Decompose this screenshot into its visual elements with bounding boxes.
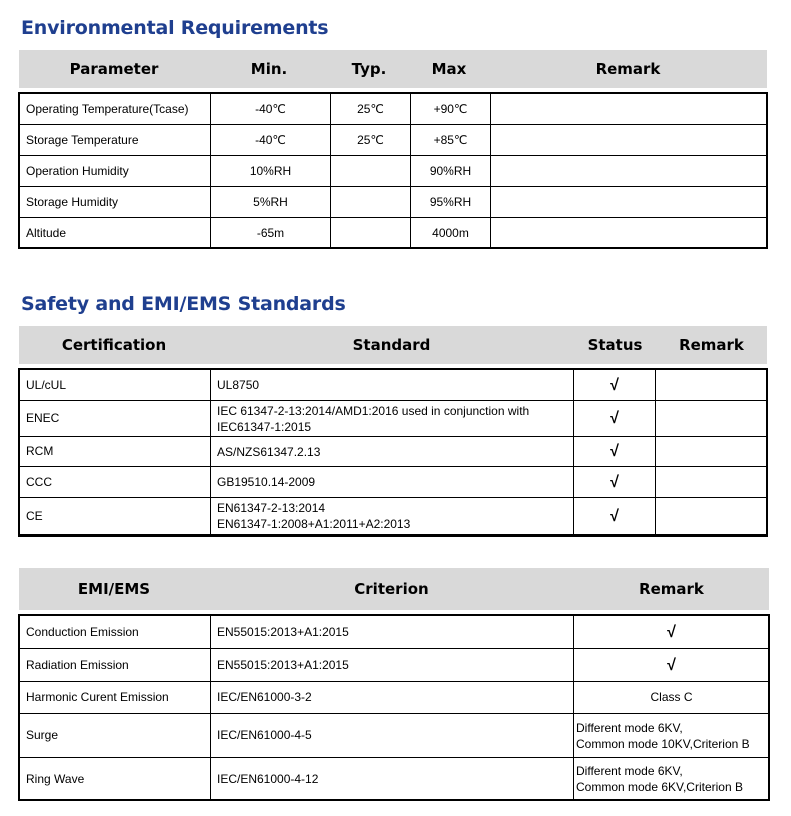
standard-line: EN61347-1:2008+A1:2011+A2:2013 <box>217 517 411 531</box>
table-row <box>20 649 770 682</box>
table-row <box>20 187 768 218</box>
certification-cell: CE <box>20 498 211 535</box>
environmental-title: Environmental Requirements <box>21 17 329 39</box>
emi-item-cell: Conduction Emission <box>20 616 211 649</box>
parameter-cell: Operation Humidity <box>20 156 211 187</box>
emi-header <box>19 568 769 610</box>
certification-cell: ENEC <box>20 401 211 437</box>
parameter-cell: Storage Humidity <box>20 187 211 218</box>
emi-item-cell: Harmonic Curent Emission <box>20 682 211 714</box>
remark-cell <box>574 649 770 682</box>
criterion-cell: IEC/EN61000-4-12 <box>211 758 574 801</box>
emi-item-cell: Surge <box>20 714 211 758</box>
parameter-cell: Storage Temperature <box>20 125 211 156</box>
standard-line: EN61347-2-13:2014 <box>217 501 326 515</box>
emi-item-cell: Radiation Emission <box>20 649 211 682</box>
remark-cell <box>656 467 768 498</box>
safety-header <box>19 326 767 364</box>
remark-line: √ <box>667 623 676 641</box>
standard-line: AS/NZS61347.2.13 <box>217 444 321 459</box>
remark-cell <box>491 125 768 156</box>
max-cell: +85℃ <box>411 125 491 156</box>
header-remark: Remark <box>639 580 704 598</box>
max-cell: 90%RH <box>411 156 491 187</box>
min-cell: -65m <box>211 218 331 249</box>
safety-table <box>19 369 768 535</box>
header-parameter: Parameter <box>69 60 159 78</box>
min-cell: -40℃ <box>211 94 331 125</box>
remark-cell <box>574 682 770 714</box>
remark-cell <box>491 218 768 249</box>
header-certification: Certification <box>61 336 167 354</box>
standard-line: IEC 61347-2-13:2014/AMD1:2016 used in conjunction with <box>217 403 530 418</box>
max-cell: +90℃ <box>411 94 491 125</box>
standard-line: IEC61347-1:2015 <box>217 419 312 434</box>
criterion-cell: EN55015:2013+A1:2015 <box>211 649 574 682</box>
header-typ: Typ. <box>351 60 387 78</box>
min-cell: 5%RH <box>211 187 331 218</box>
min-cell: -40℃ <box>211 125 331 156</box>
typ-cell <box>331 156 411 187</box>
standard-cell <box>211 370 574 401</box>
parameter-cell: Operating Temperature(Tcase) <box>20 94 211 125</box>
table-row <box>20 125 768 156</box>
environmental-table <box>19 93 768 249</box>
header-min: Min. <box>250 60 288 78</box>
status-check: √ <box>574 401 656 437</box>
header-emi-ems: EMI/EMS <box>77 580 151 598</box>
criterion-cell: EN55015:2013+A1:2015 <box>211 616 574 649</box>
remark-line: Common mode 6KV,Criterion B <box>576 780 743 794</box>
criterion-cell: IEC/EN61000-3-2 <box>211 682 574 714</box>
header-standard: Standard <box>352 336 431 354</box>
table-row <box>20 401 768 437</box>
table-row <box>20 156 768 187</box>
remark-line: Common mode 10KV,Criterion B <box>576 736 750 751</box>
header-max: Max <box>431 60 467 78</box>
parameter-cell: Altitude <box>20 218 211 249</box>
table-row <box>20 714 770 758</box>
max-cell: 4000m <box>411 218 491 249</box>
environmental-header <box>19 50 767 88</box>
remark-cell <box>656 498 768 535</box>
standard-line: UL8750 <box>217 378 260 392</box>
remark-cell <box>491 156 768 187</box>
table-row <box>20 437 768 467</box>
typ-cell: 25℃ <box>331 125 411 156</box>
remark-cell <box>656 370 768 401</box>
max-cell: 95%RH <box>411 187 491 218</box>
emi-table <box>19 615 770 801</box>
standard-cell <box>211 498 574 535</box>
remark-cell <box>574 616 770 649</box>
remark-line: Class C <box>650 690 693 704</box>
status-check: √ <box>574 437 656 467</box>
header-remark: Remark <box>679 336 744 354</box>
header-remark: Remark <box>595 60 661 78</box>
certification-cell: RCM <box>20 437 211 467</box>
remark-cell <box>656 437 768 467</box>
table-row <box>20 218 768 249</box>
remark-line: Different mode 6KV, <box>576 764 683 778</box>
table-row <box>20 682 770 714</box>
typ-cell: 25℃ <box>331 94 411 125</box>
certification-cell: CCC <box>20 467 211 498</box>
status-check: √ <box>574 498 656 535</box>
remark-cell <box>491 187 768 218</box>
remark-cell <box>574 714 770 758</box>
table-row <box>20 616 770 649</box>
remark-cell <box>574 758 770 801</box>
typ-cell <box>331 187 411 218</box>
standard-cell <box>211 437 574 467</box>
min-cell: 10%RH <box>211 156 331 187</box>
standard-line: GB19510.14-2009 <box>217 475 316 489</box>
remark-line: √ <box>667 656 676 674</box>
remark-cell <box>491 94 768 125</box>
criterion-cell: IEC/EN61000-4-5 <box>211 714 574 758</box>
status-check: √ <box>574 370 656 401</box>
status-check: √ <box>574 467 656 498</box>
header-status: Status <box>587 336 643 354</box>
header-criterion: Criterion <box>354 580 429 598</box>
remark-cell <box>656 401 768 437</box>
table-row <box>20 94 768 125</box>
table-row <box>20 758 770 801</box>
emi-item-cell: Ring Wave <box>20 758 211 801</box>
certification-cell: UL/cUL <box>20 370 211 401</box>
standard-cell <box>211 467 574 498</box>
standard-cell <box>211 401 574 437</box>
safety-title: Safety and EMI/EMS Standards <box>21 293 346 315</box>
typ-cell <box>331 218 411 249</box>
remark-line: Different mode 6KV, <box>576 720 683 735</box>
table-row <box>20 498 768 535</box>
table-row <box>20 467 768 498</box>
table-row <box>20 370 768 401</box>
